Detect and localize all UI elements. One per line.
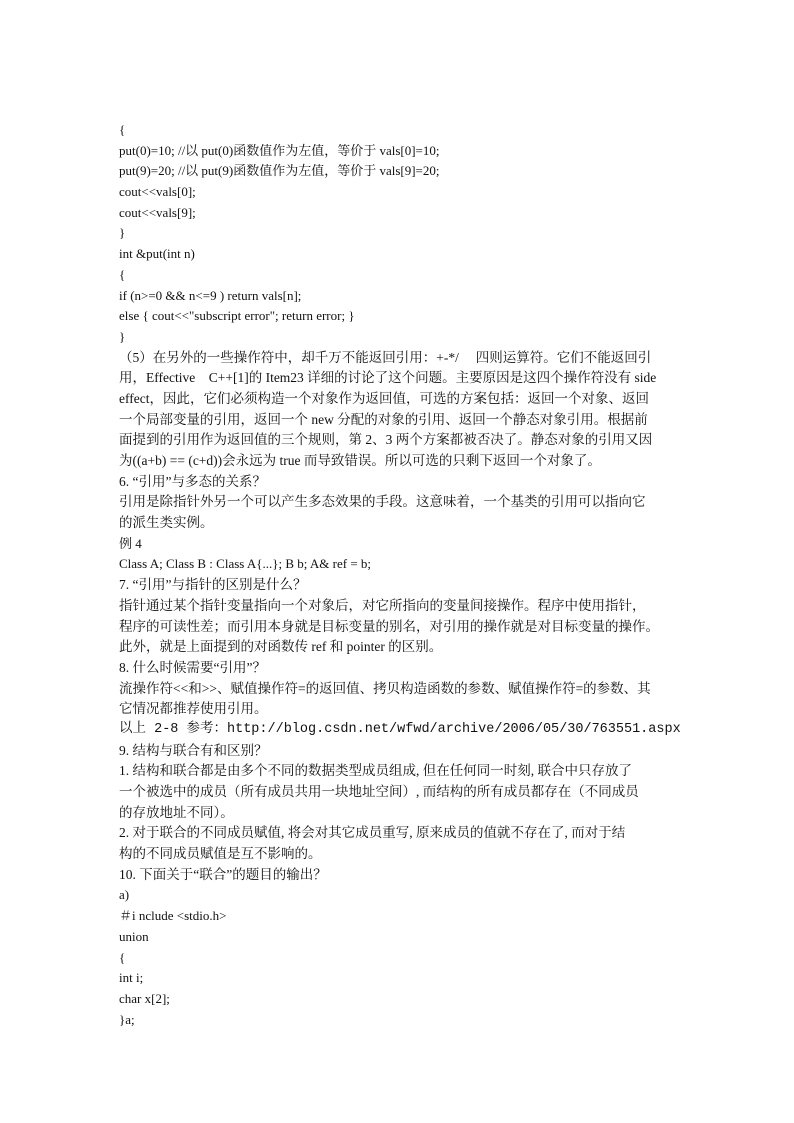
paragraph-line: （5）在另外的一些操作符中，却千万不能返回引用：+-*/ 四则运算符。它们不能返回引 <box>119 349 652 365</box>
code-line: union <box>119 928 149 944</box>
code-line: int i; <box>119 970 144 986</box>
code-line: ＃i nclude <stdio.h> <box>119 908 227 924</box>
paragraph-line: 一个局部变量的引用，返回一个 new 分配的对象的引用、返回一个静态对象引用。根据前 <box>119 411 648 427</box>
code-line: char x[2]; <box>119 990 170 1006</box>
paragraph-line: 它情况都推荐使用引用。 <box>119 701 268 717</box>
code-line: }a; <box>119 1011 135 1027</box>
code-line: put(0)=10; //以 put(0)函数值作为左值，等价于 vals[0]=10; <box>119 142 440 158</box>
paragraph-line: 指针通过某个指针变量指向一个对象后，对它所指向的变量间接操作。程序中使用指针， <box>119 597 646 613</box>
document-page <box>119 120 679 1030</box>
paragraph-line: 程序的可读性差；而引用本身就是目标变量的别名，对引用的操作就是对目标变量的操作。 <box>119 618 659 634</box>
code-line: } <box>119 225 126 241</box>
code-line: if (n>=0 && n<=9 ) return vals[n]; <box>119 287 302 303</box>
code-line: } <box>119 328 126 344</box>
paragraph-line: 流操作符<<和>>、赋值操作符=的返回值、拷贝构造函数的参数、赋值操作符=的参数、其 <box>119 680 651 696</box>
example-label: 例 4 <box>119 535 142 551</box>
code-line: put(9)=20; //以 put(9)函数值作为左值，等价于 vals[9]=20; <box>119 163 440 179</box>
paragraph-line: 2. 对于联合的不同成员赋值, 将会对其它成员重写, 原来成员的值就不存在了, 而对于结 <box>119 825 626 841</box>
paragraph-line: 1. 结构和联合都是由多个不同的数据类型成员组成, 但在任何同一时刻, 联合中只存放了 <box>119 763 632 779</box>
code-line: cout<<vals[9]; <box>119 204 196 220</box>
paragraph-line: 构的不同成员赋值是互不影响的。 <box>119 846 322 862</box>
code-line: { <box>119 266 126 282</box>
paragraph-line: 用，Effective C++[1]的 Item23 详细的讨论了这个问题。主要原因是这四个操作符没有 side <box>119 370 657 386</box>
paragraph-line: 的存放地址不同）。 <box>119 804 234 820</box>
section-heading: 8. 什么时候需要“引用”？ <box>119 659 266 675</box>
code-line: cout<<vals[0]; <box>119 184 196 200</box>
code-line: { <box>119 122 126 137</box>
code-line: int &put(int n) <box>119 246 195 262</box>
section-heading: 9. 结构与联合有和区别？ <box>119 742 268 758</box>
paragraph-line: effect，因此，它们必须构造一个对象作为返回值，可选的方案包括：返回一个对象、返回 <box>119 390 649 406</box>
section-heading: 10. 下面关于“联合”的题目的输出？ <box>119 866 327 882</box>
paragraph-line: 一个被选中的成员（所有成员共用一块地址空间）, 而结构的所有成员都存在（不同成员 <box>119 784 639 799</box>
section-heading: 6. “引用”与多态的关系？ <box>119 473 266 489</box>
code-line: { <box>119 949 126 965</box>
code-line: else { cout<<"subscript error"; return error; } <box>119 308 355 324</box>
paragraph-line: 为((a+b) == (c+d))会永远为 true 而导致错误。所以可选的只剩下返回一个对象了。 <box>119 453 601 468</box>
reference-line: 以上 2-8 参考：http://blog.csdn.net/wfwd/archive/2006/05/30/763551.aspx <box>119 721 681 737</box>
paragraph-line: 的派生类实例。 <box>119 515 214 531</box>
code-line: a) <box>119 887 130 903</box>
section-heading: 7. “引用”与指针的区别是什么？ <box>119 577 307 593</box>
paragraph-line: 面提到的引用作为返回值的三个规则，第 2、3 两个方案都被否决了。静态对象的引用又因 <box>119 432 653 448</box>
code-line: Class A; Class B : Class A{...}; B b; A& ref = b; <box>119 556 372 572</box>
paragraph-line: 此外，就是上面提到的对函数传 ref 和 pointer 的区别。 <box>119 639 443 655</box>
paragraph-line: 引用是除指针外另一个可以产生多态效果的手段。这意味着，一个基类的引用可以指向它 <box>119 494 646 510</box>
